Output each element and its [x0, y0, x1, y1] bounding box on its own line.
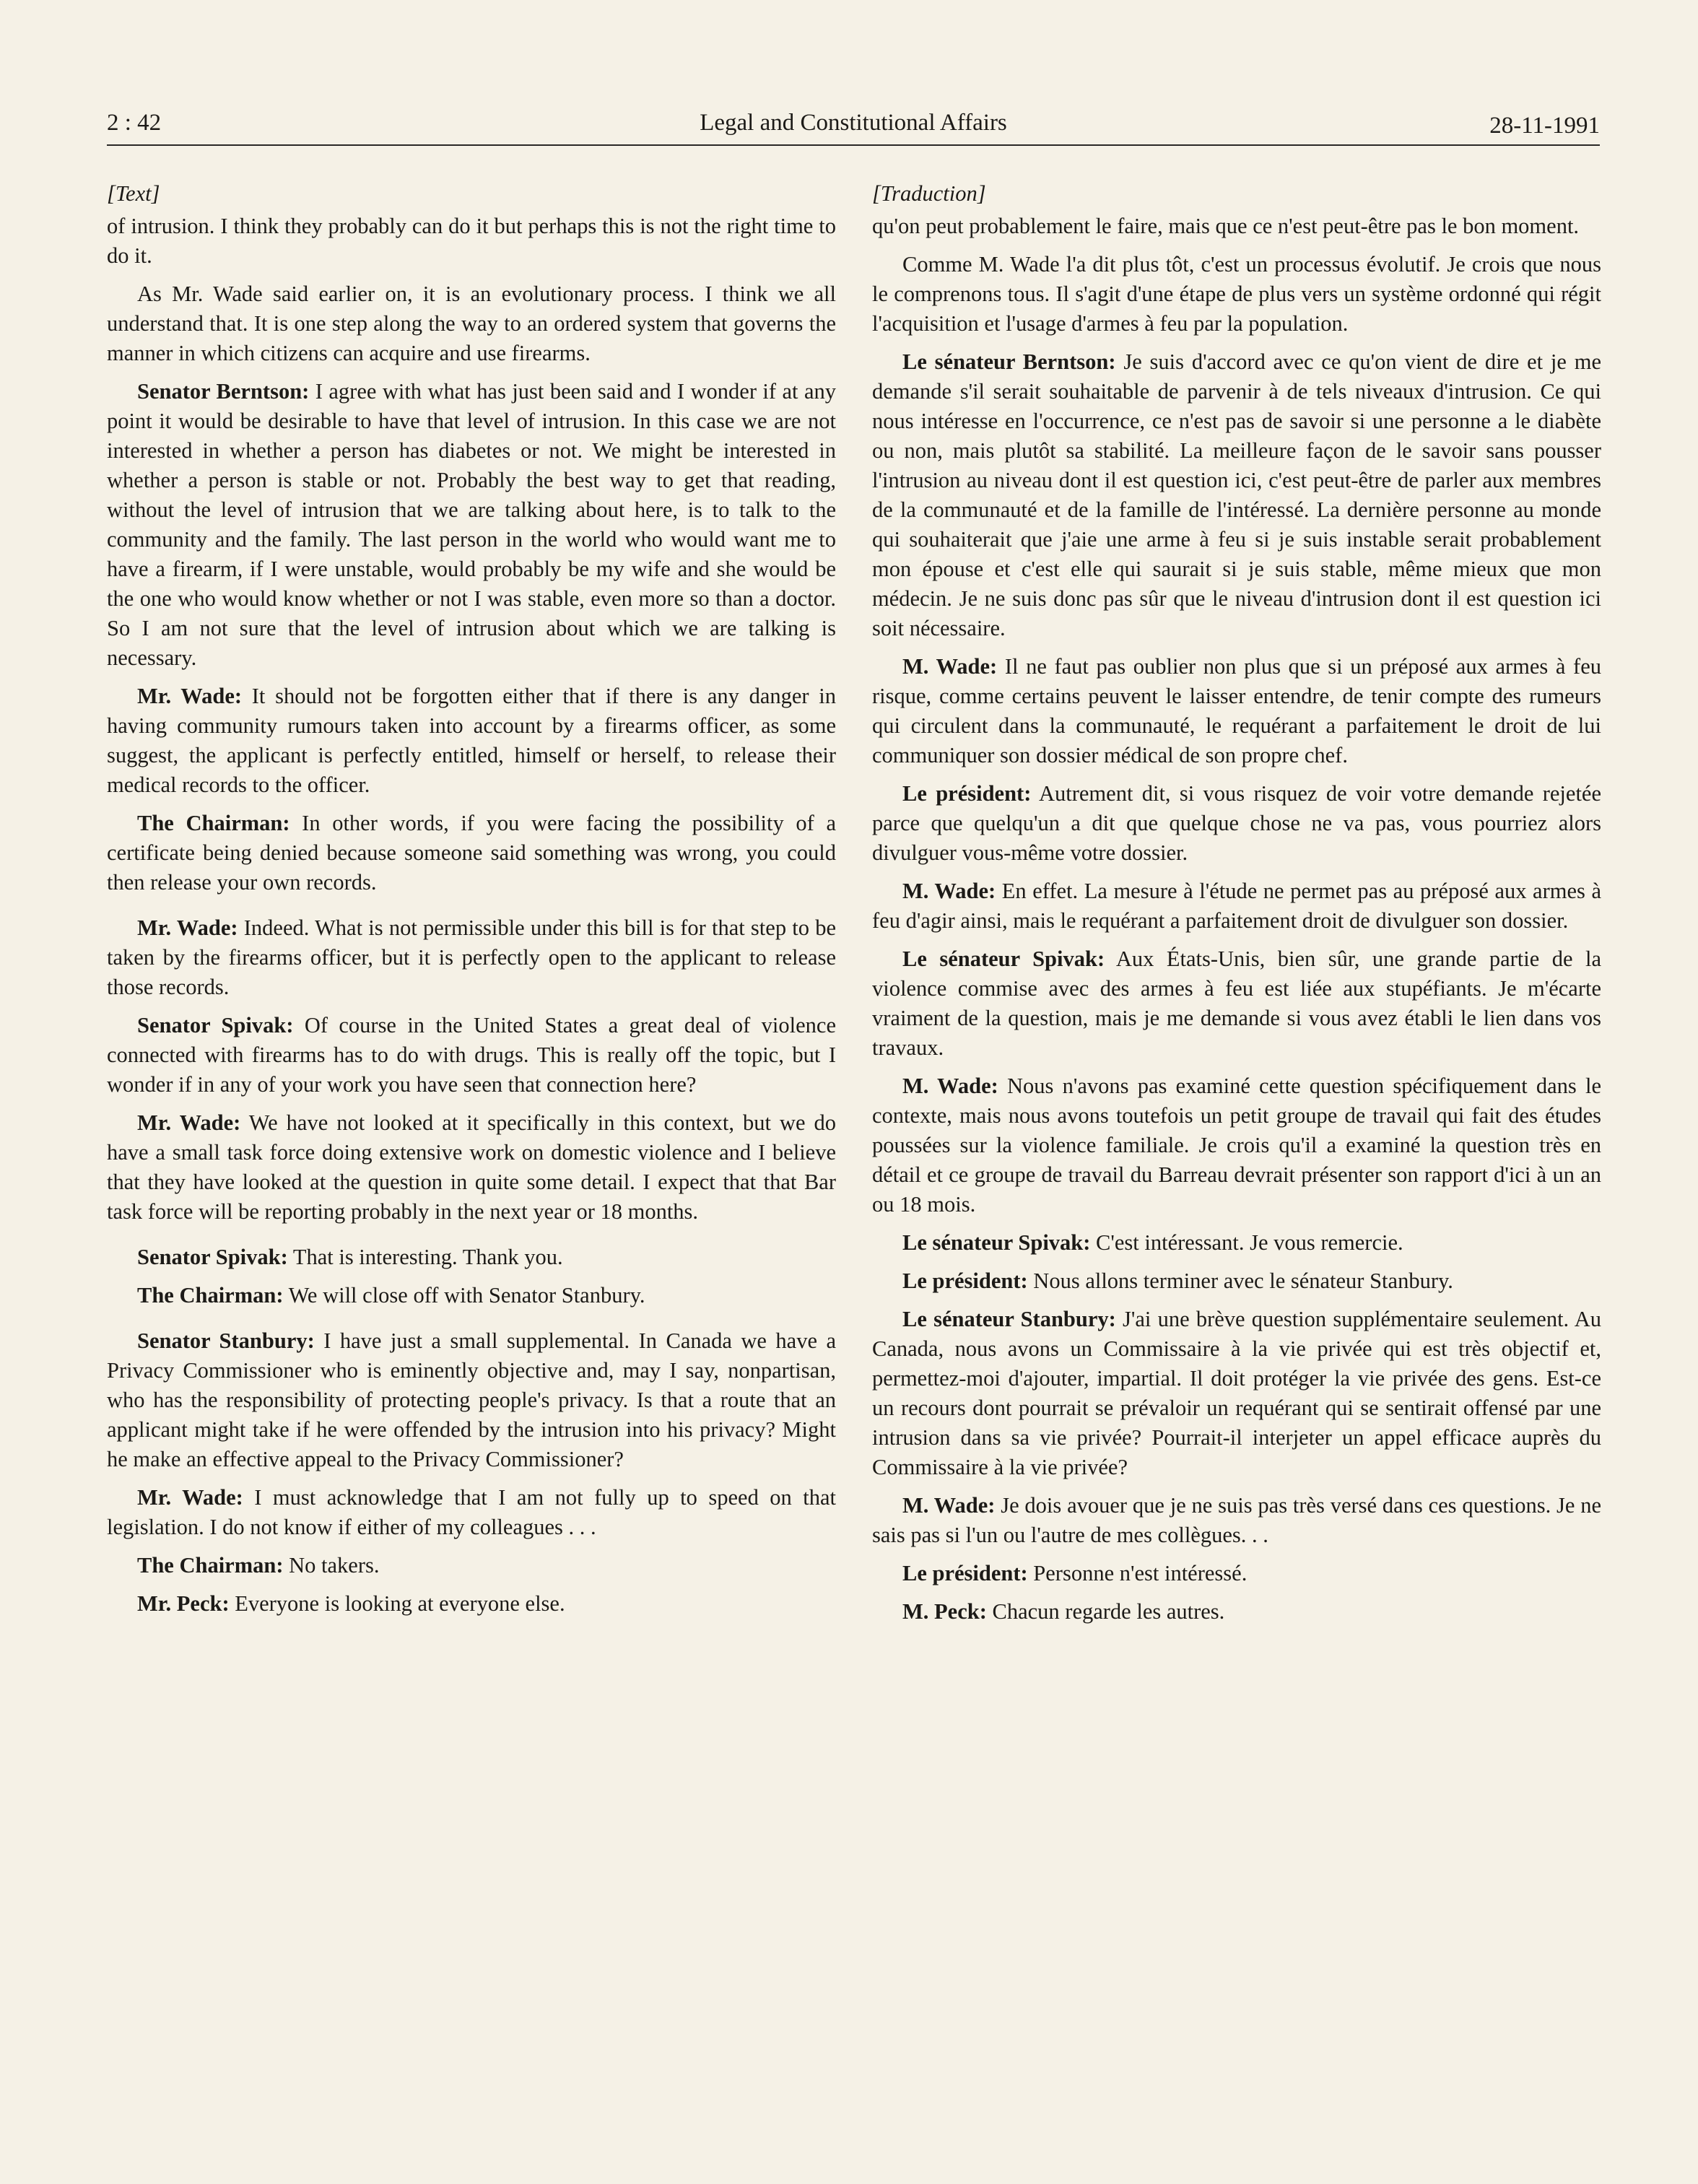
transcript-paragraph — [107, 279, 836, 368]
speech-text: En effet. La mesure à l'étude ne permet pas au préposé aux armes à feu d'agir ainsi, mais le requérant a parfaitement droit de divulguer son dossier. — [872, 879, 1601, 933]
transcript-paragraph — [107, 1281, 836, 1310]
transcript-paragraph — [872, 1071, 1601, 1219]
speech-text: Je dois avouer que je ne suis pas très versé dans ces questions. Je ne sais pas si l'un ou l'autre de mes collègues. . . — [872, 1493, 1602, 1547]
speech-text: Je suis d'accord avec ce qu'on vient de dire et je me demande s'il serait souhaitable de parvenir à de tels niveaux d'intrusion. Ce qui nous intéresse en l'occurrence, ce n'est pas de savoir si une personne a le diabète ou non, mais plutôt sa stabilité. La meilleure façon de le savoir sans pousser l'intrusion au niveau dont il est question ici, c'est peut-être de parler aux membres de la communauté et de la famille de l'intéressé. La dernière personne au monde qui souhaiterait que j'aie une arme à feu si je suis instable serait probablement mon épouse et c'est elle qui saurait si je suis stable, même mieux que mon médecin. Je ne suis donc pas sûr que le niveau d'intrusion dont il est question ici soit nécessaire. — [872, 349, 1601, 640]
speech-text: As Mr. Wade said earlier on, it is an evolutionary process. I think we all understand that. It is one step along the way to an ordered system that governs the manner in which citizens can acquire and use firearms. — [107, 282, 836, 365]
transcript-paragraph — [872, 944, 1601, 1063]
speech-text: It should not be forgotten either that if there is any danger in having community rumours taken into account by a firearms officer, as some suggest, the applicant is perfectly entitled, himself or herself, to release their medical records to the officer. — [107, 684, 836, 797]
transcript-paragraph — [107, 1589, 836, 1619]
speaker-name: Mr. Wade: — [137, 1485, 243, 1510]
speaker-name: M. Wade: — [902, 1074, 998, 1098]
transcript-paragraph — [872, 1491, 1601, 1550]
speaker-name: Senator Spivak: — [137, 1245, 288, 1269]
transcript-paragraph — [872, 652, 1601, 770]
speaker-name: Le sénateur Stanbury: — [902, 1307, 1116, 1331]
transcript-paragraph — [107, 1326, 836, 1474]
speaker-name: Mr. Wade: — [137, 1110, 241, 1135]
speaker-name: Le sénateur Spivak: — [902, 947, 1105, 971]
transcript-paragraph — [872, 1559, 1601, 1588]
transcript-paragraph — [872, 250, 1601, 339]
speech-text: Nous allons terminer avec le sénateur Stanbury. — [1027, 1269, 1453, 1293]
speaker-name: Le président: — [902, 781, 1032, 806]
speech-text: Nous n'avons pas examiné cette question spécifiquement dans le contexte, mais nous avons toutefois un petit groupe de travail qui fait des études poussées sur la violence familiale. Je crois qu'il a examiné la question très en détail et ce groupe de travail du Barreau devrait présenter son rapport d'ici à un an ou 18 mois. — [872, 1074, 1602, 1217]
transcript-paragraph — [107, 1011, 836, 1100]
speech-text: No takers. — [283, 1553, 380, 1578]
speech-text: Autrement dit, si vous risquez de voir votre demande rejetée parce que quelqu'un a dit que quelque chose ne va pas, vous pourriez alors divulguer vous-même votre dossier. — [872, 781, 1601, 865]
transcript-paragraph — [872, 1266, 1601, 1296]
speech-text: qu'on peut probablement le faire, mais que ce n'est peut-être pas le bon moment. — [872, 214, 1580, 238]
transcript-paragraph — [107, 1243, 836, 1272]
running-title: Legal and Constitutional Affairs — [700, 110, 1007, 136]
speech-text: I have just a small supplemental. In Canada we have a Privacy Commissioner who is eminently objective and, may I say, nonpartisan, who has the responsibility of protecting people's privacy. Is that a route that an applicant might take if he were offended by the intrusion into his privacy? Might he make an effective appeal to the Privacy Commissioner? — [107, 1328, 836, 1471]
page-header — [107, 105, 1600, 146]
speaker-name: Le président: — [902, 1561, 1028, 1585]
transcript-paragraph — [107, 913, 836, 1002]
transcript-paragraph — [872, 1228, 1601, 1258]
speaker-name: The Chairman: — [137, 811, 290, 835]
speech-text: I agree with what has just been said and I wonder if at any point it would be desirable to have that level of intrusion. In this case we are not interested in whether a person has diabetes or not. We might be interested in whether a person is stable or not. Probably the best way to get that reading, without the level of intrusion that we are talking about here, is to talk to the community and the family. The last person in the world who would want me to have a firearm, if I were unstable, would probably be my wife and she would be the one who would know whether or not I was stable, even more so than a doctor. So I am not sure that the level of intrusion about which we are talking is necessary. — [107, 379, 836, 670]
speech-text: Aux États-Unis, bien sûr, une grande partie de la violence commise avec des armes à feu est liée aux stupéfiants. Je m'écarte vraiment de la question, mais je me demande si vous avez établi le lien dans vos travaux. — [872, 947, 1601, 1060]
speech-text: J'ai une brève question supplémentaire seulement. Au Canada, nous avons un Commissaire à la vie privée qui est très objectif et, permettez-moi d'ajouter, impartial. Il doit protéger la vie privée des gens. Est-ce un recours dont pourrait se prévaloir un requérant qui se sentirait offensé par une intrusion dans sa vie privée? Pourrait-il interjeter un appel efficace auprès du Commissaire à la vie privée? — [872, 1307, 1601, 1479]
speech-text: Of course in the United States a great deal of violence connected with firearms has to do with drugs. This is really off the topic, but I wonder if in any of your work you have seen that connection here? — [107, 1013, 836, 1097]
speaker-name: M. Peck: — [902, 1599, 987, 1624]
transcript-paragraph — [872, 779, 1601, 868]
french-column — [872, 179, 1601, 1635]
transcript-paragraph — [872, 876, 1601, 936]
speech-text: Comme M. Wade l'a dit plus tôt, c'est un processus évolutif. Je crois que nous le comprenons tous. Il s'agit d'une étape de plus vers un système ordonné qui régit l'acquisition et l'usage d'armes à feu par la population. — [872, 252, 1601, 336]
speaker-name: M. Wade: — [902, 1493, 996, 1518]
column-marker: [Traduction] — [872, 181, 986, 206]
speech-text: That is interesting. Thank you. — [287, 1245, 563, 1269]
page-number: 2 : 42 — [107, 110, 162, 136]
speaker-name: M. Wade: — [902, 654, 998, 679]
speech-text: I must acknowledge that I am not fully up to speed on that legislation. I do not know if either of my colleagues . . . — [107, 1485, 837, 1539]
transcript-paragraph — [107, 1483, 836, 1542]
speech-text: C'est intéressant. Je vous remercie. — [1090, 1230, 1403, 1255]
transcript-paragraph — [872, 347, 1601, 643]
speaker-name: The Chairman: — [137, 1283, 284, 1308]
transcript-paragraph — [107, 809, 836, 897]
speaker-name: Le sénateur Spivak: — [902, 1230, 1091, 1255]
speech-text: Personne n'est intéressé. — [1027, 1561, 1248, 1585]
speech-text: of intrusion. I think they probably can do it but perhaps this is not the right time to do it. — [107, 214, 836, 268]
speech-text: We will close off with Senator Stanbury. — [283, 1283, 645, 1308]
english-column — [107, 179, 836, 1627]
speech-text: We have not looked at it specifically in this context, but we do have a small task force doing extensive work on domestic violence and I believe that they have looked at the question in quite some detail. I expect that that Bar task force will be reporting probably in the next year or 18 months. — [107, 1110, 836, 1224]
speaker-name: Le sénateur Berntson: — [902, 349, 1116, 374]
header-date: 28-11-1991 — [1489, 113, 1600, 139]
speaker-name: Senator Stanbury: — [137, 1328, 315, 1353]
speaker-name: M. Wade: — [902, 879, 996, 903]
transcript-paragraph — [872, 212, 1601, 241]
speaker-name: Mr. Wade: — [137, 915, 238, 940]
transcript-paragraph — [107, 682, 836, 800]
speaker-name: Mr. Wade: — [137, 684, 243, 708]
speech-text: Il ne faut pas oublier non plus que si un préposé aux armes à feu risque, comme certains peuvent le laisser entendre, de tenir compte des rumeurs qui circulent dans la communauté, le requérant a parfaitement le droit de lui communiquer son dossier médical de son propre chef. — [872, 654, 1601, 767]
transcript-paragraph — [107, 377, 836, 673]
speaker-name: Le président: — [902, 1269, 1028, 1293]
speech-text: Chacun regarde les autres. — [986, 1599, 1225, 1624]
speaker-name: The Chairman: — [137, 1553, 284, 1578]
speech-text: In other words, if you were facing the possibility of a certificate being denied because someone said something was wrong, you could then release your own records. — [107, 811, 836, 895]
transcript-paragraph — [107, 212, 836, 271]
transcript-paragraph — [107, 1108, 836, 1227]
speech-text: Indeed. What is not permissible under this bill is for that step to be taken by the firearms officer, but it is perfectly open to the applicant to release those records. — [107, 915, 836, 999]
speech-text: Everyone is looking at everyone else. — [229, 1591, 565, 1616]
speaker-name: Senator Spivak: — [137, 1013, 294, 1037]
transcript-paragraph — [107, 1551, 836, 1580]
transcript-paragraph — [872, 1597, 1601, 1627]
speaker-name: Mr. Peck: — [137, 1591, 230, 1616]
column-marker: [Text] — [107, 181, 160, 206]
speaker-name: Senator Berntson: — [137, 379, 310, 404]
transcript-paragraph — [872, 1305, 1601, 1482]
